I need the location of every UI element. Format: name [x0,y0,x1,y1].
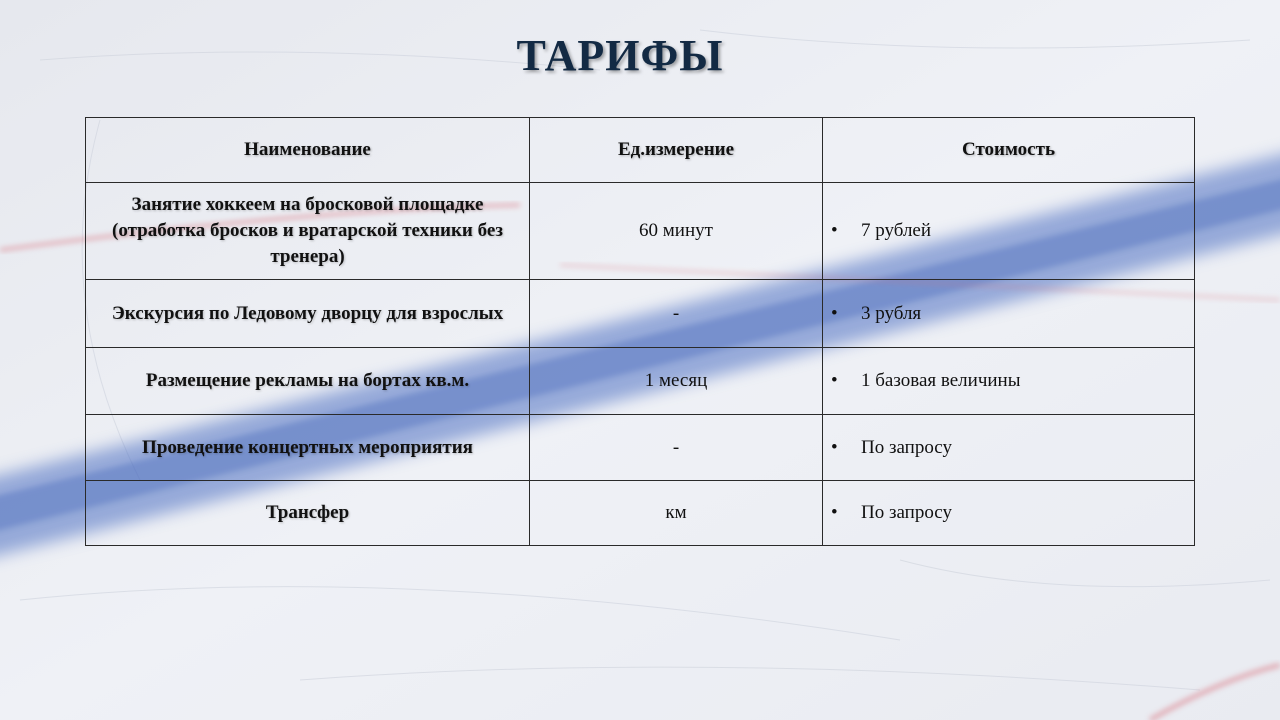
service-name: Проведение концертных мероприятия [86,415,530,481]
bullet-icon: • [831,220,838,241]
bullet-icon: • [831,502,838,523]
service-unit: - [530,280,823,348]
service-price: По запросу [861,502,952,523]
service-price-cell [823,183,1195,280]
table-row [86,415,1195,481]
service-price-cell [823,481,1195,546]
column-header-price: Стоимость [823,118,1195,183]
service-price: 3 рубля [861,302,922,324]
service-name: Размещение рекламы на бортах кв.м. [86,348,530,415]
column-header-name: Наименование [86,118,530,183]
service-name: Экскурсия по Ледовому дворцу для взрослых [86,280,530,348]
service-unit: 1 месяц [530,348,823,415]
table-row [86,183,1195,280]
column-header-unit: Ед.измерение [530,118,823,183]
bullet-icon: • [831,302,838,324]
service-name: Занятие хоккеем на бросковой площадке (отработка бросков и вратарской техники без тренера) [86,183,530,280]
service-name: Трансфер [86,481,530,546]
page-title: ТАРИФЫ [516,31,724,80]
table-row [86,481,1195,546]
bullet-icon: • [831,436,838,458]
table-row [86,348,1195,415]
service-price: 1 базовая величины [861,370,1021,391]
service-price: 7 рублей [861,220,932,241]
service-price-cell [823,348,1195,415]
service-unit: - [530,415,823,481]
service-price: По запросу [861,436,952,458]
bullet-icon: • [831,370,838,391]
service-price-cell [823,415,1195,481]
service-unit: 60 минут [530,183,823,280]
service-price-cell [823,280,1195,348]
tariffs-table [85,117,1195,546]
service-unit: км [530,481,823,546]
table-header-row [86,118,1195,183]
table-row [86,280,1195,348]
